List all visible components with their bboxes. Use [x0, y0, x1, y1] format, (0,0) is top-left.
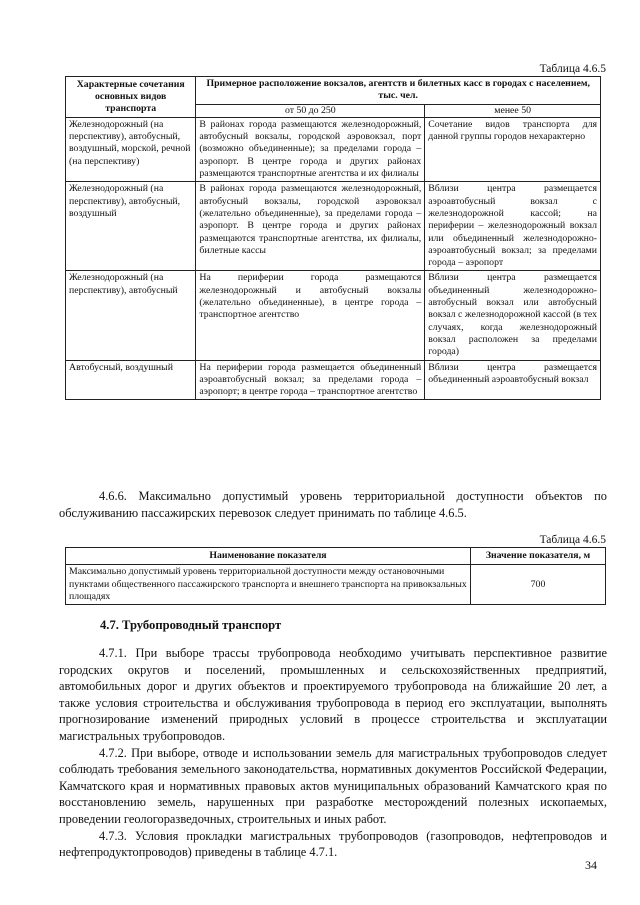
table-caption: Таблица 4.6.5	[539, 63, 606, 75]
cell-transport-types: Железнодорожный (на перспективу), автобусный	[66, 271, 196, 360]
cell-transport-types: Железнодорожный (на перспективу), автобусный, воздушный	[66, 182, 196, 271]
table-row	[66, 182, 601, 271]
subheader-less-50: менее 50	[425, 104, 601, 117]
cell-small-city: Вблизи центра размещается аэроавтобусный вокзал с железнодорожной кассой; на периферии – железнодорожный вокзал или объединенный железнодорожно-аэроавтобусный вокзал; за пределами города – аэропорт	[425, 182, 601, 271]
table-row	[66, 360, 601, 400]
cell-mid-city: В районах города размещаются железнодорожный, автобусный вокзалы, городской аэровокзал (желательно объединенные), за пределами города – аэропорт. В центре города и других районах размещаются транспортные агентства, их филиалы, билетные кассы	[196, 182, 425, 271]
cell-transport-types: Автобусный, воздушный	[66, 360, 196, 400]
table-header-row	[66, 77, 601, 105]
header-indicator-name: Наименование показателя	[66, 548, 471, 565]
subheader-50-250: от 50 до 250	[196, 104, 425, 117]
table-row	[66, 271, 601, 360]
paragraph-4-7-1: 4.7.1. При выборе трассы трубопровода необходимо учитывать перспективное развитие городских округов и поселений, промышленных и сельскохозяйственных предприятий, автомобильных дорог и других объектов и проектируемого трубопровода на ближайшие 20 лет, а также условия строительства и обслуживания трубопровода в период его эксплуатации, выполнять прогнозирование изменений природных условий в процессе строительства и эксплуатации магистральных трубопроводов.	[59, 646, 607, 743]
table-row	[66, 117, 601, 181]
cell-small-city: Вблизи центра размещается объединенный железнодорожно-автобусный вокзал или автобусный вокзал с железнодорожной кассой (в тех случаях, когда железнодорожный вокзал расположен за пределами города)	[425, 271, 601, 360]
header-location-group: Примерное расположение вокзалов, агентств и билетных касс в городах с населением, тыс. чел.	[196, 77, 601, 105]
cell-indicator-value: 700	[471, 565, 606, 605]
cell-mid-city: На периферии города размещаются железнодорожный и автобусный вокзалы (желательно объединенные), в центре города – транспортное агентство	[196, 271, 425, 360]
paragraph-4-7-2: 4.7.2. При выборе, отводе и использовании земель для магистральных трубопроводов следует соблюдать требования земельного законодательства, нормативных документов Российской Федерации, Камчатского края и нормативных правовых актов муниципальных образований Камчатского края по восстановлению земель, нарушенных при разработке месторождений полезных ископаемых, проведении геологоразведочных, строительных и иных работ.	[59, 745, 607, 826]
paragraph-4-6-6	[59, 488, 607, 521]
paragraph-text: 4.6.6. Максимально допустимый уровень территориальной доступности объектов по обслуживанию пассажирских перевозок следует принимать по таблице 4.6.5.	[59, 489, 607, 520]
table-header-row	[66, 548, 606, 565]
section-heading: 4.7. Трубопроводный транспорт	[100, 618, 282, 632]
table-row	[66, 565, 606, 605]
cell-transport-types: Железнодорожный (на перспективу), автобусный, воздушный, морской, речной (на перспективу)	[66, 117, 196, 181]
header-indicator-value: Значение показателя, м	[471, 548, 606, 565]
paragraph-4-7-3: 4.7.3. Условия прокладки магистральных трубопроводов (газопроводов, нефтепроводов и нефтепродуктопроводов) приведены в таблице 4.7.1.	[59, 828, 607, 860]
cell-small-city: Вблизи центра размещается объединенный аэроавтобусный вокзал	[425, 360, 601, 400]
page-number: 34	[585, 858, 597, 872]
table-caption: Таблица 4.6.5	[539, 534, 606, 546]
cell-mid-city: На периферии города размещается объединенный аэроавтобусный вокзал; за пределами города – аэропорт; в центре города – транспортное агентство	[196, 360, 425, 400]
header-transport-types: Характерные сочетания основных видов транспорта	[66, 77, 196, 118]
stations-table	[65, 76, 601, 400]
cell-small-city: Сочетание видов транспорта для данной группы городов нехарактерно	[425, 117, 601, 181]
cell-indicator-name: Максимально допустимый уровень территориальной доступности между остановочными пунктами общественного пассажирского транспорта и внешнего транспорта на привокзальных площадях	[66, 565, 471, 605]
accessibility-table	[65, 547, 606, 605]
cell-mid-city: В районах города размещаются железнодорожный, автобусный вокзалы, городской аэровокзал, порт (возможно объединенные); за пределами города – аэропорт. В центре города и других районах размещаются транспортные агентства и их филиалы	[196, 117, 425, 181]
section-body	[59, 645, 607, 861]
